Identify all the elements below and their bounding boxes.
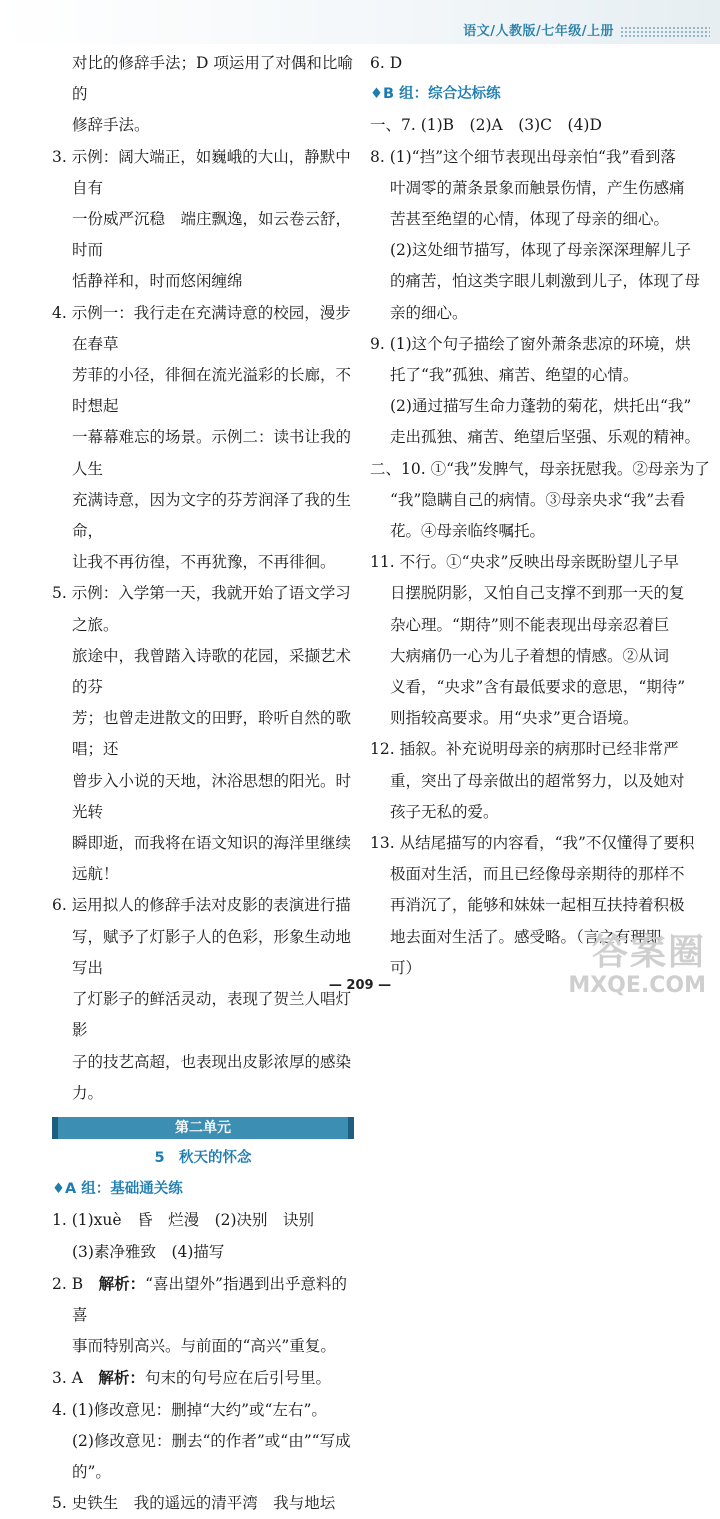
text-line: 了灯影子的鲜活灵动，表现了贺兰人唱灯影 (72, 990, 352, 1040)
header-dots (620, 26, 710, 38)
answer-12 (370, 734, 710, 828)
text-line: 6. 运用拟人的修辞手法对皮影的表演进行描 (52, 896, 351, 915)
answer-11 (370, 547, 710, 734)
watermark-line-2: MXQE.COM (568, 973, 706, 998)
text-line: 极面对生活，而且已经像母亲期待的那样不 (390, 865, 685, 884)
text-line: 再消沉了，能够和妹妹一起相互扶持着积极 (390, 896, 685, 915)
text-line: 的痛苦，怕这类字眼儿刺激到儿子，体现了母 (390, 272, 701, 291)
unit-banner: 第二单元 (52, 1117, 354, 1139)
text-line: 写，赋予了灯影子人的色彩，形象生动地写出 (72, 927, 352, 977)
text-line: 对比的修辞手法；D 项运用了对偶和比喻的 (72, 54, 353, 104)
text-line: 12. 插叙。补充说明母亲的病那时已经非常严 (370, 740, 679, 759)
left-column (52, 48, 354, 1519)
text-line: 花。④母亲临终嘱托。 (390, 522, 546, 541)
text-line: 一份威严沉稳 端庄飘逸，如云卷云舒，时而 (72, 210, 352, 260)
text-line: 义看，“央求”含有最低要求的意思，“期待” (390, 678, 686, 697)
text-line: (3)素净雅致 (4)描写 (72, 1242, 225, 1261)
answer-5 (52, 578, 354, 890)
text-line: 4. (1)修改意见：删掉“大约”或“左右”。 (52, 1400, 327, 1419)
text-line: 日摆脱阴影，又怕自己支撑不到那一天的复 (390, 584, 685, 603)
text-line: 8. (1)“挡”这个细节表现出母亲怕“我”看到落 (370, 147, 676, 166)
text-line: 托了“我”孤独、痛苦、绝望的心情。 (390, 366, 639, 385)
answer-a2 (52, 1268, 354, 1363)
answer-a3 (52, 1362, 354, 1394)
header-label: 语文/人教版/七年级/上册 (463, 20, 710, 40)
answer-3 (52, 142, 354, 298)
text-line: 可） (390, 958, 422, 977)
answer-10 (370, 454, 710, 548)
text-line: 重，突出了母亲做出的超常努力，以及她对 (390, 771, 685, 790)
diamond-icon: ♦ (52, 1181, 65, 1198)
text-line: 芳菲的小径，徘徊在流光溢彩的长廊，不时想起 (72, 366, 352, 416)
text-line: 走出孤独、痛苦、绝望后坚强、乐观的精神。 (390, 428, 701, 447)
text-line: 4. 示例一：我行走在充满诗意的校园，漫步在春草 (52, 303, 351, 353)
analysis-label: 解析： (98, 1368, 145, 1388)
text-line: 9. (1)这个句子描绘了窗外萧条悲凉的环境，烘 (370, 334, 691, 353)
text-line: 叶凋零的萧条景象而触景伤情，产生伤感痛 (390, 178, 685, 197)
text-line: 杂心理。“期待”则不能表现出母亲忍着巨 (390, 615, 670, 634)
answer-a1 (52, 1205, 354, 1267)
text-line: 修辞手法。 (72, 116, 150, 135)
answer-7: 一、7. (1)B (2)A (3)C (4)D (370, 116, 602, 135)
answer-6d: 6. D (370, 54, 403, 72)
text-line: 旅途中，我曾踏入诗歌的花园，采撷艺术的芬 (72, 646, 352, 697)
text-line: 芳；也曾走进散文的田野，聆听自然的歌唱；还 (72, 709, 352, 759)
analysis-label: 解析： (98, 1273, 146, 1293)
group-a-heading: ♦A 组：基础通关练 (52, 1181, 183, 1198)
text-line: 13. 从结尾描写的内容看，“我”不仅懂得了要积 (370, 834, 695, 853)
page-number: — 209 — (328, 978, 392, 993)
lesson-title: 5 秋天的怀念 (154, 1149, 252, 1166)
text-line: 大病痛仍一心为儿子着想的情感。②从词 (390, 646, 670, 665)
answer-4 (52, 298, 354, 579)
text-line: 地去面对生活了。感受略。（言之有理即 (390, 927, 662, 946)
text-line: 则指较高要求。用“央求”更合语境。 (390, 709, 639, 728)
text-line: (2)这处细节描写，体现了母亲深深理解儿子 (390, 241, 691, 260)
text-line: “我”隐瞒自己的病情。③母亲央求“我”去看 (390, 490, 686, 509)
text-line: 句末的句号应在后引号里。 (144, 1369, 331, 1388)
text-line: “喜出望外”指遇到出乎意料的喜 (72, 1274, 347, 1324)
watermark-line-1: 答案圈 (591, 932, 706, 973)
text-line: 瞬即逝，而我将在语文知识的海洋里继续远航！ (72, 834, 352, 884)
text-line: 子的技艺高超，也表现出皮影浓厚的感染力。 (72, 1052, 352, 1102)
text-line: 曾步入小说的天地，沐浴思想的阳光。时光转 (72, 771, 352, 821)
text-line: 充满诗意，因为文字的芬芳润泽了我的生命， (72, 490, 352, 541)
answer-6 (52, 890, 354, 1108)
answer-a5: 5. 史铁生 我的遥远的清平湾 我与地坛 (52, 1494, 336, 1513)
text-line: 恬静祥和，时而悠闲缠绵 (72, 272, 243, 291)
text-line: 事而特别高兴。与前面的“高兴”重复。 (72, 1337, 336, 1356)
text-line: 让我不再彷徨，不再犹豫，不再徘徊。 (72, 553, 336, 572)
text-line: 一幕幕难忘的场景。示例二：读书让我的人生 (72, 428, 352, 478)
group-b-heading: ♦B 组：综合达标练 (370, 86, 501, 103)
text-line: 3. A (52, 1369, 99, 1388)
text-line: 二、10. ①“我”发脾气，母亲抚慰我。②母亲为了 (370, 459, 710, 478)
text-line: 3. 示例：阔大端正，如巍峨的大山，静默中自有 (52, 147, 351, 197)
answer-a4 (52, 1395, 354, 1489)
text-line: 5. 示例：入学第一天，我就开始了语文学习之旅。 (52, 584, 351, 634)
right-column (370, 48, 710, 984)
answer-8 (370, 142, 710, 329)
text-line: (2)修改意见：删去“的作者”或“由”“写成的”。 (72, 1431, 351, 1481)
text-line: 孩子无私的爱。 (390, 802, 499, 821)
diamond-icon: ♦ (370, 86, 383, 103)
text-line: 苦甚至绝望的心情，体现了母亲的细心。 (390, 210, 670, 229)
text-line: 2. B (52, 1274, 99, 1293)
watermark (528, 933, 706, 1003)
answer-9 (370, 329, 710, 454)
text-line: 1. (1)xuè 昏 烂漫 (2)决别 诀别 (52, 1211, 315, 1230)
text-line: 亲的细心。 (390, 303, 468, 322)
text-line: (2)通过描写生命力蓬勃的菊花，烘托出“我” (390, 397, 692, 416)
text-line: 11. 不行。①“央求”反映出母亲既盼望儿子早 (370, 553, 679, 572)
